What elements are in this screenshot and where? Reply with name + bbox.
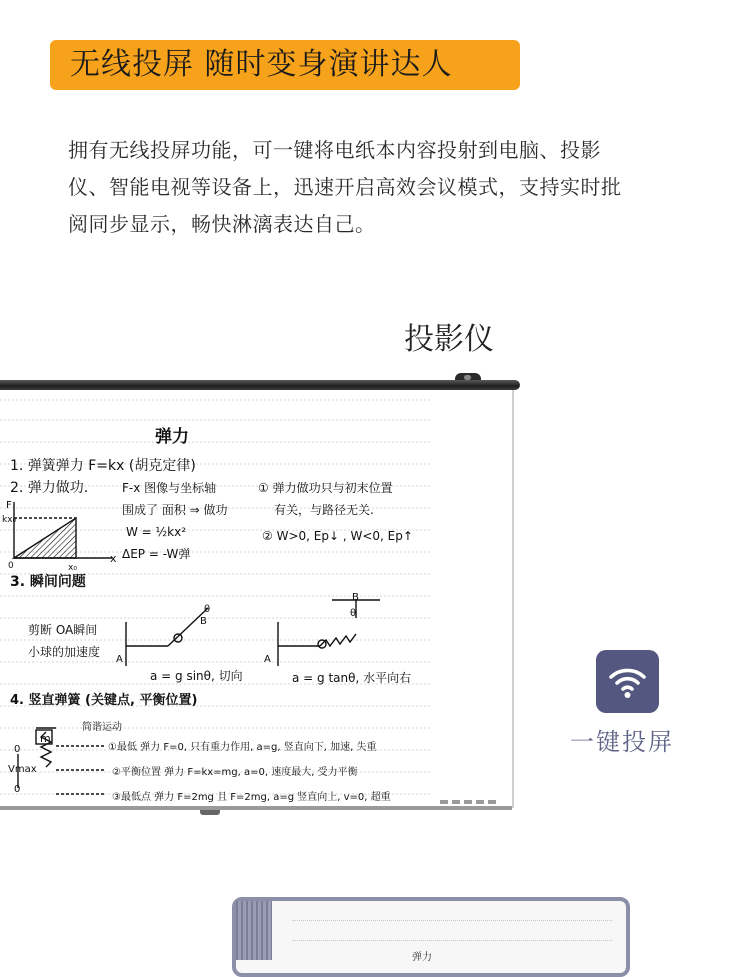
cast-button[interactable] <box>596 650 659 713</box>
notes-line-2a: F-x 图像与坐标轴 <box>122 481 217 495</box>
notes-line-2: 2. 弹力做功. <box>10 480 89 496</box>
e-paper-device <box>232 897 630 977</box>
wifi-icon <box>596 650 659 713</box>
notes-line-2d: ΔEP = -W弹 <box>122 547 191 561</box>
notes-line-4c: ②平衡位置 弹力 F=kx=mg, a=0, 速度最大, 受力平衡 <box>112 767 358 778</box>
handwritten-notes <box>0 390 512 808</box>
diagram2-label-a: A <box>264 654 271 665</box>
notes-line-4a: 简谐运动 <box>82 722 122 733</box>
graph-axis-y-kx0: kx₀ <box>2 515 17 525</box>
vmax-label: Vmax <box>8 764 37 775</box>
notes-line-2b: 围成了 面积 ⇒ 做功 <box>122 503 228 517</box>
spring-mass-label: m <box>40 732 51 745</box>
projector-screen-bottom-bar <box>0 806 512 810</box>
device-spine <box>236 901 272 960</box>
projector-screen-pull-tab <box>200 810 220 815</box>
diagram1-label-a: A <box>116 654 123 665</box>
graph-origin-label: 0 <box>8 561 14 571</box>
notes-line-3a: 剪断 OA瞬间 <box>28 623 98 637</box>
device-ruled-line <box>292 920 612 921</box>
feature-description <box>68 132 693 243</box>
notes-line-4: 4. 竖直弹簧 (关键点, 平衡位置) <box>10 693 198 708</box>
notes-line-4d: ③最低点 弹力 F=2mg 且 F=2mg, a=g 竖直向上, v=0, 超重 <box>112 792 391 803</box>
feature-title: 无线投屏 随时变身演讲达人 <box>70 47 453 82</box>
projector-screen-roller <box>0 380 520 390</box>
notes-line-2f: 有关，与路径无关. <box>274 503 374 517</box>
cast-label: 一键投屏 <box>570 728 674 756</box>
notes-line-4b: ①最低 弹力 F=0, 只有重力作用, a=g, 竖直向下, 加速, 失重 <box>108 742 377 753</box>
feature-banner <box>50 40 520 90</box>
notes-line-1: 1. 弹簧弹力 F=kx (胡克定律) <box>10 458 196 474</box>
device-page-snippet: 弹力 <box>412 952 432 963</box>
graph-axis-y-label: F <box>6 500 12 511</box>
notes-line-3d: a = g tanθ, 水平向右 <box>292 671 412 685</box>
notes-line-3b: 小球的加速度 <box>28 645 101 659</box>
diagram1-label-b: B <box>200 616 207 627</box>
description-line-3: 阅同步显示，畅快淋漓表达自己。 <box>68 212 376 236</box>
description-line-2: 仪、智能电视等设备上，迅速开启高效会议模式，支持实时批 <box>68 175 622 199</box>
graph-axis-x-label: x <box>110 552 117 565</box>
description-line-1: 拥有无线投屏功能，可一键将电纸本内容投射到电脑、投影 <box>68 138 601 162</box>
velocity-top-label: 0 <box>14 744 21 755</box>
graph-axis-x0-label: x₀ <box>68 563 77 573</box>
diagram1-theta: θ <box>204 604 211 615</box>
diagram2-label-b: B <box>352 592 359 603</box>
notes-line-3: 3. 瞬间问题 <box>10 574 86 590</box>
velocity-bottom-label: 0 <box>14 784 21 795</box>
graph-work-area <box>14 518 76 558</box>
projector-label: 投影仪 <box>404 322 494 357</box>
diagram2-theta: θ <box>350 608 357 619</box>
projector-screen <box>0 390 514 808</box>
device-ruled-line <box>292 940 612 941</box>
notes-line-2g: ② W>0, Ep↓ , W<0, Ep↑ <box>262 529 413 543</box>
notes-line-2c: W = ½kx² <box>126 525 187 539</box>
notes-line-3c: a = g sinθ, 切向 <box>150 669 243 683</box>
diagram1-ball <box>174 634 182 642</box>
notes-title: 弹力 <box>155 427 189 447</box>
notes-line-2e: ① 弹力做功只与初末位置 <box>258 481 393 495</box>
